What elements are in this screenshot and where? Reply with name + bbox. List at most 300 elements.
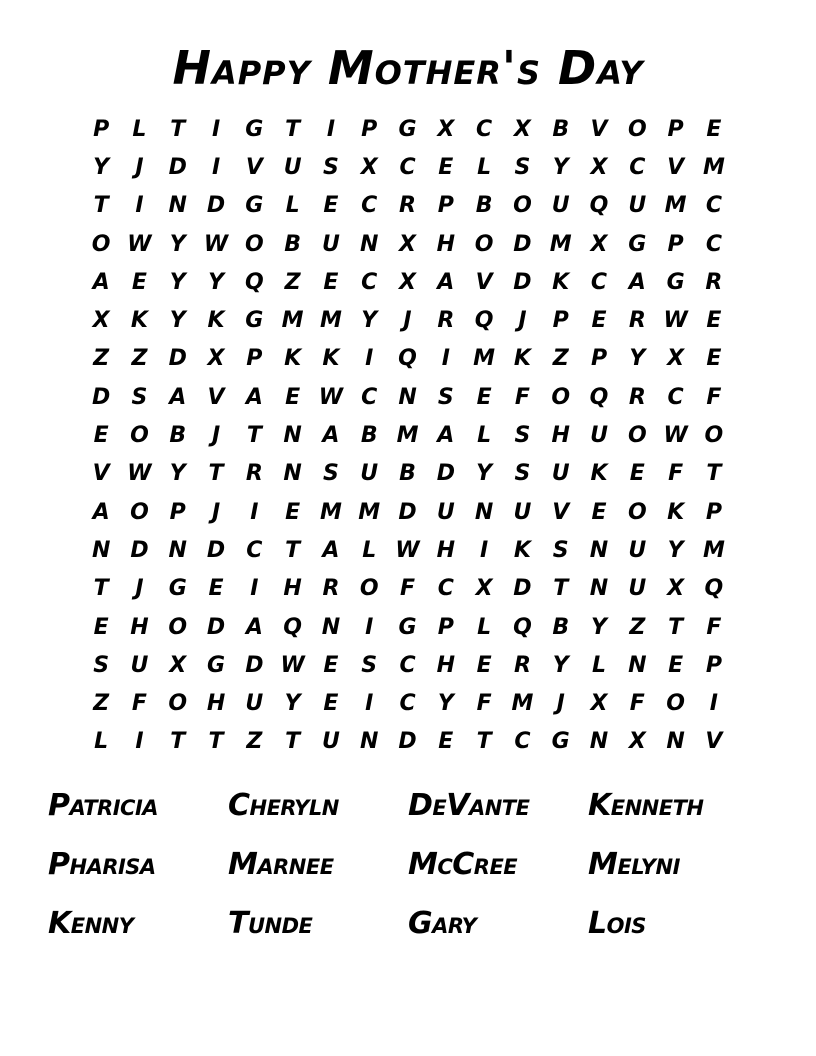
grid-letter[interactable]: Y [591,614,607,640]
grid-letter[interactable]: T [553,576,569,602]
grid-letter[interactable]: R [628,384,646,410]
grid-letter[interactable]: I [326,116,336,142]
grid-letter[interactable]: J [518,308,527,334]
grid-letter[interactable]: D [206,614,226,640]
word-list-item: Patricia [48,788,159,823]
grid-letter[interactable]: G [398,614,417,640]
grid-letter[interactable]: Y [169,308,186,334]
grid-letter[interactable]: W [127,461,152,487]
grid-letter[interactable]: M [396,423,419,449]
grid-letter[interactable]: S [323,154,339,180]
grid-letter[interactable]: S [361,652,378,678]
grid-letter[interactable]: X [169,652,187,678]
grid-letter[interactable]: G [168,576,187,602]
grid-letter[interactable]: Y [208,269,224,295]
grid-letter[interactable]: Y [629,346,646,372]
grid-letter[interactable]: P [169,499,186,525]
grid-letter[interactable]: A [92,269,110,295]
grid-letter[interactable]: X [399,231,416,257]
grid-letter[interactable]: R [628,308,646,334]
grid-letter[interactable]: P [667,231,684,257]
grid-letter[interactable]: F [668,461,684,487]
grid-letter[interactable]: R [513,652,531,678]
grid-letter[interactable]: G [551,729,570,755]
grid-letter[interactable]: E [323,691,339,717]
grid-letter[interactable]: T [93,193,109,219]
grid-letter[interactable]: J [135,576,144,602]
grid-letter[interactable]: I [211,154,221,180]
grid-letter[interactable]: Q [589,384,609,410]
grid-letter[interactable]: F [706,614,722,640]
grid-letter[interactable]: I [135,193,144,219]
grid-letter[interactable]: W [663,423,688,449]
grid-letter[interactable]: D [513,576,532,602]
grid-letter[interactable]: T [170,729,186,755]
grid-letter[interactable]: I [709,691,718,717]
grid-letter[interactable]: N [589,537,609,563]
grid-letter[interactable]: W [318,384,344,410]
grid-letter[interactable]: E [323,269,339,295]
grid-letter[interactable]: G [245,193,264,219]
grid-letter[interactable]: U [130,652,149,678]
grid-letter[interactable]: C [590,269,608,295]
grid-letter[interactable]: I [480,537,489,563]
grid-letter[interactable]: Y [552,652,569,678]
grid-letter[interactable]: K [667,499,685,525]
grid-letter[interactable]: U [551,461,570,487]
grid-letter[interactable]: F [476,691,492,717]
grid-letter[interactable]: G [207,652,226,678]
grid-letter[interactable]: O [704,423,724,449]
grid-letter[interactable]: S [514,154,531,180]
grid-letter[interactable]: E [285,499,301,525]
grid-letter[interactable]: U [436,499,455,525]
grid-letter[interactable]: E [706,116,722,142]
grid-letter[interactable]: K [130,308,148,334]
grid-letter[interactable]: U [513,499,532,525]
grid-letter[interactable]: D [513,269,532,295]
grid-letter[interactable]: U [628,537,647,563]
grid-letter[interactable]: Y [169,461,186,487]
word-list-item: Tunde [228,906,313,941]
grid-letter[interactable]: V [667,154,685,180]
word-list [48,776,768,953]
grid-letter[interactable]: T [706,461,722,487]
grid-letter[interactable]: V [475,269,493,295]
grid-letter[interactable]: R [399,193,416,219]
grid-letter[interactable]: C [399,652,416,678]
grid-letter[interactable]: G [398,116,417,142]
grid-letter[interactable]: D [245,652,264,678]
grid-letter[interactable]: M [702,537,725,563]
grid-letter[interactable]: A [322,537,340,563]
grid-letter[interactable]: D [398,499,417,525]
grid-letter[interactable]: V [207,384,225,410]
grid-letter[interactable]: Y [361,308,378,334]
grid-letter[interactable]: M [319,308,342,334]
grid-letter[interactable]: Y [476,461,493,487]
grid-letter[interactable]: Z [284,269,301,295]
grid-letter[interactable]: B [552,116,570,142]
grid-letter[interactable]: L [477,154,492,180]
grid-letter[interactable]: Q [589,193,609,219]
grid-letter[interactable]: E [323,193,339,219]
grid-letter[interactable]: C [514,729,531,755]
grid-letter[interactable]: S [514,461,531,487]
grid-letter[interactable]: Q [474,308,494,334]
grid-letter[interactable]: B [284,231,302,257]
grid-letter[interactable]: E [629,461,645,487]
grid-letter[interactable]: M [702,154,725,180]
grid-letter[interactable]: E [706,346,722,372]
grid-letter[interactable]: T [668,614,684,640]
grid-letter[interactable]: C [361,193,378,219]
grid-letter[interactable]: F [629,691,645,717]
grid-letter[interactable]: C [705,193,722,219]
grid-letter[interactable]: O [666,691,685,717]
grid-letter[interactable]: X [590,231,608,257]
grid-letter[interactable]: F [514,384,530,410]
grid-letter[interactable]: Z [93,346,110,372]
grid-letter[interactable]: O [168,691,188,717]
grid-letter[interactable]: T [285,729,301,755]
grid-letter[interactable]: M [358,499,381,525]
grid-letter[interactable]: C [246,537,263,563]
grid-letter[interactable]: C [437,576,454,602]
grid-letter[interactable]: H [283,576,302,602]
grid-letter[interactable]: P [437,193,454,219]
grid-letter[interactable]: O [91,231,111,257]
grid-letter[interactable]: X [92,308,110,334]
grid-letter[interactable]: N [666,729,685,755]
grid-letter[interactable]: N [398,384,417,410]
grid-letter[interactable]: J [135,154,144,180]
grid-letter[interactable]: Q [398,346,417,372]
grid-letter[interactable]: D [398,729,417,755]
grid-letter[interactable]: K [322,346,340,372]
grid-letter[interactable]: X [590,691,608,717]
word-list-item: McCree [408,847,518,882]
grid-letter[interactable]: F [131,691,147,717]
word-list-item: Melyni [588,847,680,882]
grid-letter[interactable]: U [628,576,647,602]
grid-letter[interactable]: I [441,346,450,372]
grid-letter[interactable]: Y [552,154,569,180]
grid-letter[interactable]: H [130,614,149,640]
grid-letter[interactable]: N [628,652,647,678]
grid-letter[interactable]: P [667,116,684,142]
grid-letter[interactable]: B [475,193,493,219]
grid-letter[interactable]: E [131,269,147,295]
grid-letter[interactable]: P [437,614,454,640]
grid-letter[interactable]: K [552,269,570,295]
grid-letter[interactable]: P [590,346,608,372]
grid-letter[interactable]: L [591,652,607,678]
grid-letter[interactable]: L [132,116,147,142]
grid-letter[interactable]: W [203,231,229,257]
grid-letter[interactable]: B [399,461,416,487]
grid-letter[interactable]: U [360,461,379,487]
grid-letter[interactable]: Z [246,729,263,755]
grid-letter[interactable]: H [436,537,456,563]
grid-letter[interactable]: E [285,384,301,410]
grid-letter[interactable]: W [280,652,305,678]
grid-letter[interactable]: W [127,231,152,257]
grid-letter[interactable]: X [628,729,646,755]
grid-letter[interactable]: O [551,384,571,410]
grid-letter[interactable]: R [245,461,263,487]
grid-letter[interactable]: K [284,346,302,372]
grid-letter[interactable]: M [473,346,496,372]
grid-letter[interactable]: O [627,116,647,142]
grid-letter[interactable]: C [399,154,416,180]
word-list-item: Kenneth [588,788,704,823]
grid-letter[interactable]: H [436,652,456,678]
grid-letter[interactable]: D [92,384,111,410]
grid-letter[interactable]: J [211,423,221,449]
grid-letter[interactable]: G [628,231,647,257]
grid-letter[interactable]: U [321,729,340,755]
grid-letter[interactable]: K [513,346,531,372]
grid-letter[interactable]: Q [244,269,264,295]
grid-letter[interactable]: N [360,231,379,257]
grid-letter[interactable]: E [706,308,722,334]
grid-letter[interactable]: O [130,499,149,525]
grid-letter[interactable]: Y [437,691,454,717]
grid-letter[interactable]: E [476,652,492,678]
grid-letter[interactable]: E [591,499,607,525]
grid-letter[interactable]: U [321,231,340,257]
grid-letter[interactable]: T [93,576,109,602]
grid-letter[interactable]: N [91,537,111,563]
grid-letter[interactable]: M [664,193,687,219]
grid-letter[interactable]: T [246,423,262,449]
grid-letter[interactable]: A [92,499,110,525]
grid-letter[interactable]: Y [284,691,301,717]
grid-letter[interactable]: A [628,269,646,295]
grid-letter[interactable]: J [403,308,412,334]
grid-letter[interactable]: V [705,729,723,755]
grid-letter[interactable]: N [474,499,494,525]
grid-letter[interactable]: O [627,499,647,525]
grid-letter[interactable]: Y [667,537,684,563]
grid-letter[interactable]: P [552,308,569,334]
grid-letter[interactable]: D [206,193,226,219]
grid-letter[interactable]: S [437,384,454,410]
grid-letter[interactable]: S [323,461,339,487]
grid-letter[interactable]: N [321,614,341,640]
grid-letter[interactable]: U [245,691,264,717]
grid-letter[interactable]: I [365,346,374,372]
grid-letter[interactable]: E [323,652,339,678]
grid-letter[interactable]: R [705,269,723,295]
grid-letter[interactable]: P [705,499,722,525]
grid-letter[interactable]: R [322,576,340,602]
grid-letter[interactable]: E [668,652,684,678]
grid-letter[interactable]: H [436,231,456,257]
grid-letter[interactable]: M [319,499,342,525]
grid-letter[interactable]: G [245,116,264,142]
grid-letter[interactable]: J [211,499,221,525]
grid-letter[interactable]: A [245,614,263,640]
grid-letter[interactable]: X [667,576,685,602]
grid-letter[interactable]: T [170,116,186,142]
grid-letter[interactable]: O [474,231,494,257]
grid-letter[interactable]: H [551,423,570,449]
grid-letter[interactable]: I [365,614,374,640]
grid-letter[interactable]: X [437,116,455,142]
word-list-item: Gary [408,906,477,941]
grid-letter[interactable]: A [437,269,455,295]
grid-letter[interactable]: D [206,537,226,563]
grid-letter[interactable]: D [130,537,149,563]
grid-letter[interactable]: B [169,423,187,449]
grid-letter[interactable]: U [590,423,608,449]
grid-letter[interactable]: X [399,269,416,295]
grid-letter[interactable]: X [667,346,685,372]
grid-letter[interactable]: C [361,384,378,410]
grid-letter[interactable]: T [476,729,492,755]
grid-letter[interactable]: X [513,116,531,142]
grid-letter[interactable]: X [475,576,493,602]
grid-letter[interactable]: E [438,154,454,180]
grid-letter[interactable]: N [283,461,302,487]
grid-letter[interactable]: H [206,691,226,717]
grid-letter[interactable]: N [168,537,187,563]
grid-letter[interactable]: X [590,154,608,180]
grid-letter[interactable]: Z [629,614,646,640]
grid-letter[interactable]: Y [93,154,110,180]
grid-letter[interactable]: C [476,116,493,142]
grid-letter[interactable]: Y [169,269,186,295]
grid-letter[interactable]: S [93,652,110,678]
grid-letter[interactable]: I [135,729,144,755]
grid-letter[interactable]: Z [93,691,110,717]
grid-letter[interactable]: A [437,423,455,449]
grid-letter[interactable]: B [552,614,570,640]
grid-letter[interactable]: K [590,461,608,487]
grid-letter[interactable]: C [399,691,416,717]
grid-letter[interactable]: E [591,308,607,334]
grid-letter[interactable]: T [285,537,301,563]
grid-letter[interactable]: O [359,576,379,602]
grid-letter[interactable]: K [207,308,225,334]
grid-letter[interactable]: Q [513,614,532,640]
grid-letter[interactable]: E [93,423,109,449]
grid-letter[interactable]: I [211,116,221,142]
grid-letter[interactable]: V [590,116,608,142]
grid-letter[interactable]: U [283,154,302,180]
grid-letter[interactable]: U [551,193,570,219]
grid-letter[interactable]: L [94,729,109,755]
grid-letter[interactable]: T [285,116,301,142]
grid-letter[interactable]: E [93,614,109,640]
grid-letter[interactable]: T [208,729,224,755]
grid-letter[interactable]: Z [552,346,569,372]
grid-letter[interactable]: G [666,269,685,295]
grid-letter[interactable]: K [513,537,531,563]
grid-letter[interactable]: X [207,346,225,372]
grid-letter[interactable]: L [477,423,492,449]
grid-letter[interactable]: O [168,614,188,640]
grid-letter[interactable]: N [589,729,609,755]
grid-letter[interactable]: Z [131,346,148,372]
grid-letter[interactable]: O [244,231,264,257]
grid-letter[interactable]: L [362,537,377,563]
grid-letter[interactable]: E [208,576,224,602]
grid-letter[interactable]: O [627,423,647,449]
grid-letter[interactable]: O [513,193,532,219]
grid-letter[interactable]: B [360,423,378,449]
grid-letter[interactable]: J [556,691,565,717]
grid-letter[interactable]: S [514,423,531,449]
grid-letter[interactable]: A [322,423,340,449]
grid-letter[interactable]: W [663,308,688,334]
grid-letter[interactable]: P [93,116,110,142]
grid-letter[interactable]: C [667,384,684,410]
grid-letter[interactable]: L [285,193,300,219]
grid-letter[interactable]: N [168,193,187,219]
grid-letter[interactable]: P [361,116,378,142]
grid-letter[interactable]: V [552,499,570,525]
grid-letter[interactable]: N [589,576,609,602]
grid-letter[interactable]: T [208,461,224,487]
word-list-item: Kenny [48,906,134,941]
grid-letter[interactable]: S [131,384,148,410]
grid-letter[interactable]: M [549,231,572,257]
grid-letter[interactable]: D [436,461,455,487]
grid-letter[interactable]: L [477,614,492,640]
grid-letter[interactable]: N [360,729,379,755]
grid-letter[interactable]: Y [169,231,186,257]
grid-letter[interactable]: I [250,576,259,602]
grid-letter[interactable]: W [395,537,420,563]
grid-letter[interactable]: I [250,499,259,525]
grid-letter[interactable]: P [705,652,722,678]
grid-letter[interactable]: A [169,384,187,410]
grid-letter[interactable]: F [400,576,416,602]
grid-letter[interactable]: M [511,691,534,717]
grid-letter[interactable]: C [705,231,722,257]
grid-letter[interactable]: R [437,308,455,334]
word-list-item: Lois [588,906,646,941]
grid-letter[interactable]: V [245,154,263,180]
grid-letter[interactable]: X [360,154,378,180]
word-list-item: Pharisa [48,847,156,882]
grid-letter[interactable]: E [438,729,454,755]
grid-letter[interactable]: N [283,423,302,449]
grid-letter[interactable]: O [130,423,149,449]
grid-letter[interactable]: U [628,193,647,219]
grid-letter[interactable]: A [245,384,263,410]
grid-letter[interactable]: G [245,308,264,334]
grid-letter[interactable]: D [168,154,187,180]
page-title: Happy Mother's Day [172,41,644,95]
grid-letter[interactable]: P [246,346,263,372]
grid-letter[interactable]: C [629,154,646,180]
grid-letter[interactable]: S [552,537,569,563]
grid-letter[interactable]: V [92,461,110,487]
grid-letter[interactable]: E [476,384,492,410]
grid-letter[interactable]: F [706,384,722,410]
grid-letter[interactable]: I [365,691,374,717]
grid-letter[interactable]: C [361,269,378,295]
grid-letter[interactable]: Q [283,614,302,640]
grid-letter[interactable]: M [281,308,304,334]
grid-letter[interactable]: Q [704,576,724,602]
grid-letter[interactable]: D [168,346,187,372]
grid-letter[interactable]: D [513,231,532,257]
